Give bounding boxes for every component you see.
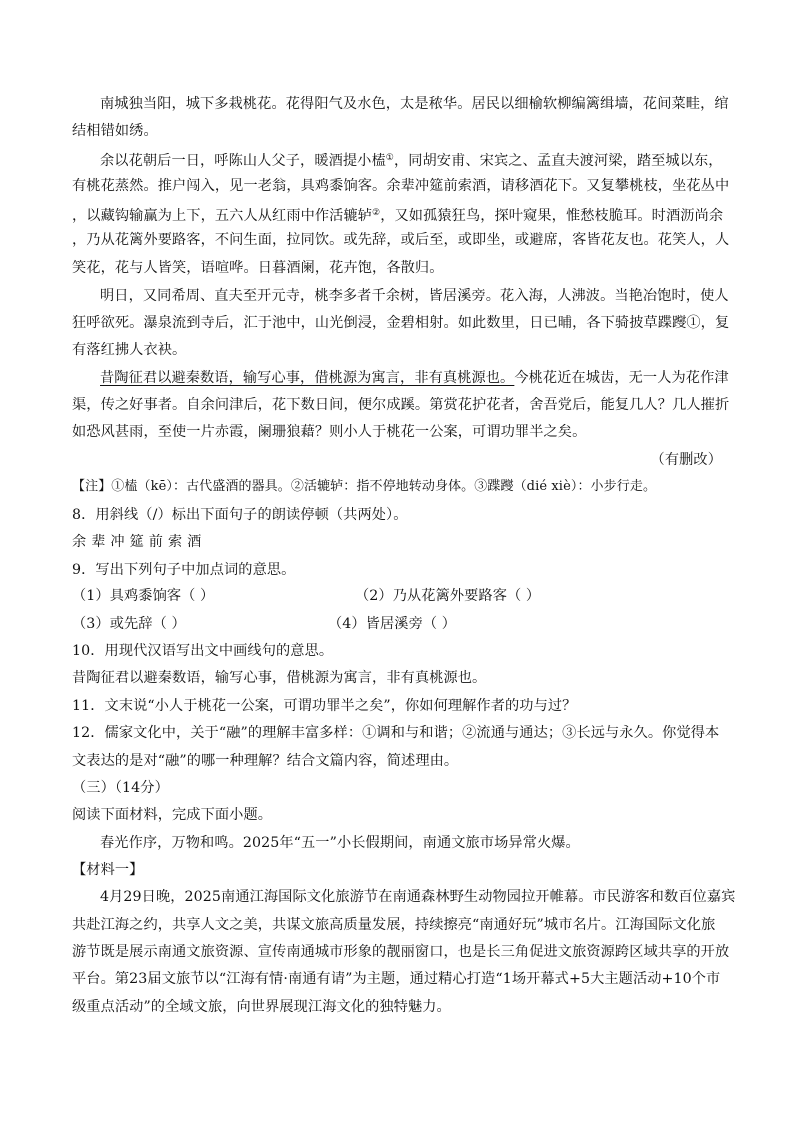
- passage-p2-line3: [72, 203, 722, 226]
- question-9-item1: （1）具鸡黍饷客（ ）: [72, 588, 215, 604]
- material-1-line4: 平台。第23届文旅节以“江海有情·南通有请”为主题，通过精心打造“1场开幕式+5大主题活动+10个市: [72, 971, 721, 987]
- text-span: ，同胡安甫、宋宾之、孟直夫渡河梁，踏至城以东，: [393, 153, 723, 169]
- passage-p3-line2: 狂呼欲死。瀑泉流到寺后，汇于池中，山光倒浸，金碧相射。如此数里，日已晡，各下骑披草蹀躞①，复: [72, 315, 730, 331]
- text-span: ，又如孤猿狂鸟，探叶窥果，惟愁枝脆耳。时酒沥尚余: [380, 208, 724, 224]
- passage-p2-line5: 笑花，花与人皆笑，语喧哗。日暮酒阑，花卉饱，各散归。: [72, 260, 444, 276]
- passage-p1-line1: 南城独当阳，城下多栽桃花。花得阳气及水色，太是秾华。居民以细榆软柳编篱缉墙，花间菜畦，绾: [100, 96, 729, 112]
- passage-p3-line3: 有落红拂人衣袂。: [72, 342, 187, 358]
- passage-p2-line4: ，乃从花篱外要路客，不问生面，拉同饮。或先辞，或后至，或即坐，或避席，客皆花友也。花笑人，人: [72, 232, 730, 248]
- material-1-line3: 游节既是展示南通文旅资源、宣传南通城市形象的靓丽窗口，也是长三角促进文旅资源跨区域共享的开放: [72, 944, 730, 960]
- question-11: 11．文末说“小人于桃花一公案，可谓功罪半之矣”，你如何理解作者的功与过？: [72, 698, 577, 714]
- underlined-sentence: 昔陶征君以避秦数语，输写心事，借桃源为寓言，非有真桃源也。: [100, 370, 515, 386]
- passage-p3-line1: 明日，又同希周、直夫至开元寺，桃李多者千余树，皆居溪旁。花入海，人沸波。当艳冶饱时，使人: [100, 288, 729, 304]
- question-9: 9．写出下列句子中加点词的意思。: [72, 562, 296, 578]
- text-span: ，以藏钩输赢为上下，五六人从红雨中作活辘轳: [72, 208, 373, 224]
- question-8: 8．用斜线（/）标出下面句子的朗读停顿（共两处）。: [72, 507, 408, 523]
- passage-p2-line1: [100, 148, 722, 171]
- footnote-marker-1: ①: [385, 153, 394, 163]
- passage-p4-line1: [100, 368, 729, 388]
- source-note: （有删改）: [650, 452, 722, 468]
- question-10: 10．用现代汉语写出文中画线句的意思。: [72, 643, 334, 659]
- section-3-instruction: 阅读下面材料，完成下面小题。: [72, 807, 273, 823]
- material-1-title: 【材料一】: [72, 862, 144, 878]
- material-1-line1: 4月29日晚，2025南通江海国际文化旅游节在南通森林野生动物园拉开帷幕。市民游客和数百位嘉宾: [100, 889, 736, 905]
- passage-p1-line2: 结相错如绣。: [72, 123, 158, 139]
- text-span: 今桃花近在城齿，无一人为花作津: [514, 370, 729, 386]
- question-12-line2: 文表达的是对“融”的哪一种理解？结合文篇内容，简述理由。: [72, 753, 459, 769]
- annotation-note: 【注】①榼（kē）：古代盛酒的器具。②活辘轳：指不停地转动身体。③蹀躞（dié xiè）：小步行走。: [72, 479, 657, 494]
- question-8-sentence: 余辈冲筵前索酒: [72, 534, 207, 550]
- section-3-heading: （三）（14分）: [72, 780, 169, 796]
- material-1-line5: 级重点活动”的全域文旅，向世界展现江海文化的独特魅力。: [72, 999, 451, 1015]
- passage-p4-line2: 渠，传之好事者。自余问津后，花下数日间，便尔成蹊。第赏花护花者，舍吾党后，能复几人？几人摧折: [72, 397, 730, 413]
- passage-p2-line2: 有桃花蒸然。推户闯入，见一老翁，具鸡黍饷客。余辈冲筵前索酒，请移酒花下。又复攀桃枝，坐花丛中: [72, 178, 730, 194]
- section-3-intro: 春光作序，万物和鸣。2025年“五一”小长假期间，南通文旅市场异常火爆。: [100, 835, 580, 851]
- material-1-line2: 共赴江海之约，共享人文之美，共谋文旅高质量发展，持续擦亮“南通好玩”城市名片。江海国际文化旅: [72, 917, 716, 933]
- question-10-sentence: 昔陶征君以避秦数语，输写心事，借桃源为寓言，非有真桃源也。: [72, 670, 487, 686]
- footnote-marker-2: ②: [372, 208, 381, 218]
- question-12-line1: 12．儒家文化中，关于“融”的理解丰富多样：①调和与和谐；②流通与通达；③长远与永久。你觉得本: [72, 725, 720, 741]
- question-9-item3: （3）或先辞（ ）: [72, 616, 186, 632]
- passage-p4-line3: 如恐风甚雨，至使一片赤霞，阑珊狼藉？则小人于桃花一公案，可谓功罪半之矣。: [72, 424, 587, 440]
- text-span: 余以花朝后一日，呼陈山人父子，暖酒提小榼: [100, 153, 386, 169]
- question-9-item4: （4）皆居溪旁（ ）: [328, 616, 457, 632]
- question-9-item2: （2）乃从花篱外要路客（ ）: [355, 588, 541, 604]
